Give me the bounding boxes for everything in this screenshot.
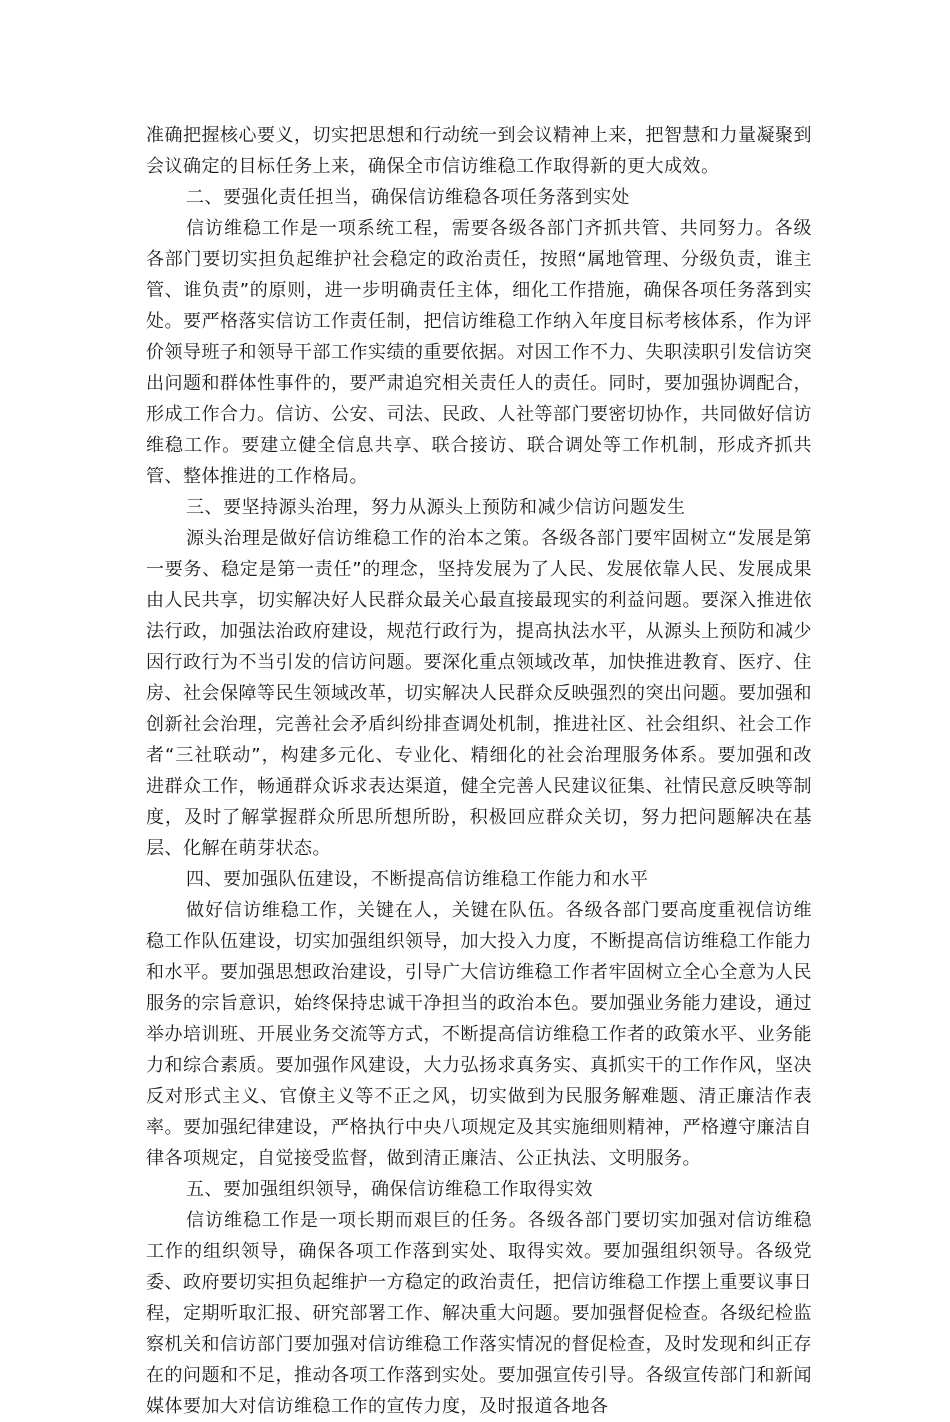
paragraph-5: 信访维稳工作是一项长期而艰巨的任务。各级各部门要切实加强对信访维稳工作的组织领导，确保各项工作落到实处、取得实效。要加强组织领导。各级党委、政府要切实担负起维护一方稳定的政治责任，把信访维稳工作摆上重要议事日程，定期听取汇报、研究部署工作、解决重大问题。要加强督促检查。各级纪检监察机关和信访部门要加强对信访维稳工作落实情况的督促检查，及时发现和纠正存在的问题和不足，推动各项工作落到实处。要加强宣传引导。各级宣传部门和新闻媒体要加大对信访维稳工作的宣传力度，及时报道各地各 <box>146 1210 812 1417</box>
paragraph-4: 做好信访维稳工作，关键在人，关键在队伍。各级各部门要高度重视信访维稳工作队伍建设，切实加强组织领导，加大投入力度，不断提高信访维稳工作能力和水平。要加强思想政治建设，引导广大信访维稳工作者牢固树立全心全意为人民服务的宗旨意识，始终保持忠诚干净担当的政治本色。要加强业务能力建设，通过举办培训班、开展业务交流等方式，不断提高信访维稳工作者的政策水平、业务能力和综合素质。要加强作风建设，大力弘扬求真务实、真抓实干的工作作风，坚决反对形式主义、官僚主义等不正之风，切实做到为民服务解难题、清正廉洁作表率。要加强纪律建设，严格执行中央八项规定及其实施细则精神，严格遵守廉洁自律各项规定，自觉接受监督，做到清正廉洁、公正执法、文明服务。 <box>146 900 812 1169</box>
paragraph-2: 信访维稳工作是一项系统工程，需要各级各部门齐抓共管、共同努力。各级各部门要切实担负起维护社会稳定的政治责任，按照“属地管理、分级负责，谁主管、谁负责”的原则，进一步明确责任主体，细化工作措施，确保各项任务落到实处。要严格落实信访工作责任制，把信访维稳工作纳入年度目标考核体系，作为评价领导班子和领导干部工作实绩的重要依据。对因工作不力、失职渎职引发信访突出问题和群体性事件的，要严肃追究相关责任人的责任。同时，要加强协调配合，形成工作合力。信访、公安、司法、民政、人社等部门要密切协作，共同做好信访维稳工作。要建立健全信息共享、联合接访、联合调处等工作机制，形成齐抓共管、整体推进的工作格局。 <box>146 218 812 487</box>
paragraph-1: 准确把握核心要义，切实把思想和行动统一到会议精神上来，把智慧和力量凝聚到会议确定的目标任务上来，确保全市信访维稳工作取得新的更大成效。 <box>146 125 812 177</box>
section-heading-3: 三、要坚持源头治理，努力从源头上预防和减少信访问题发生 <box>186 497 686 518</box>
section-heading-4: 四、要加强队伍建设，不断提高信访维稳工作能力和水平 <box>186 869 649 890</box>
paragraph-3: 源头治理是做好信访维稳工作的治本之策。各级各部门要牢固树立“发展是第一要务、稳定是第一责任”的理念，坚持发展为了人民、发展依靠人民、发展成果由人民共享，切实解决好人民群众最关心最直接最现实的利益问题。要深入推进依法行政，加强法治政府建设，规范行政行为，提高执法水平，从源头上预防和减少因行政行为不当引发的信访问题。要深化重点领域改革，加快推进教育、医疗、住房、社会保障等民生领域改革，切实解决人民群众反映强烈的突出问题。要加强和创新社会治理，完善社会矛盾纠纷排查调处机制，推进社区、社会组织、社会工作者“三社联动”，构建多元化、专业化、精细化的社会治理服务体系。要加强和改进群众工作，畅通群众诉求表达渠道，健全完善人民建议征集、社情民意反映等制度，及时了解掌握群众所思所想所盼，积极回应群众关切，努力把问题解决在基层、化解在萌芽状态。 <box>146 528 812 859</box>
section-heading-2: 二、要强化责任担当，确保信访维稳各项任务落到实处 <box>186 187 630 208</box>
document-body <box>146 120 812 1422</box>
section-heading-5: 五、要加强组织领导，确保信访维稳工作取得实效 <box>186 1179 593 1200</box>
